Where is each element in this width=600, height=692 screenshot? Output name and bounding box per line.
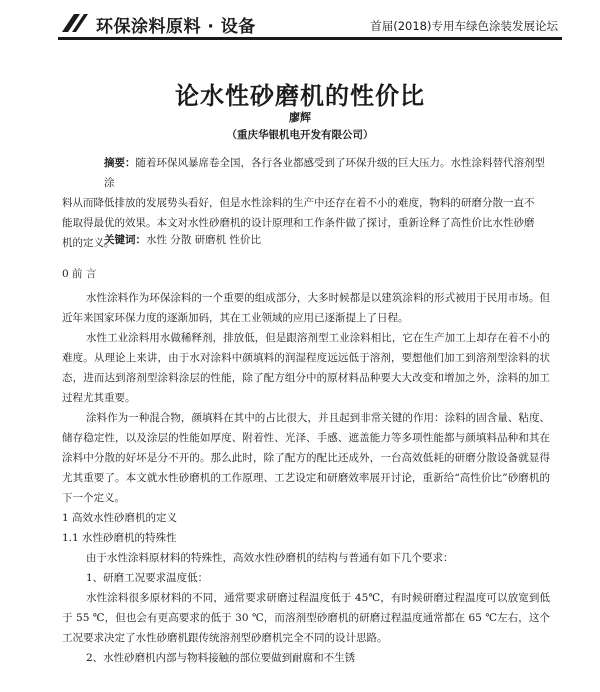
- journal-logo-icon: [60, 12, 90, 34]
- abstract-label: 摘要：: [104, 157, 136, 169]
- paper-affiliation: （重庆华银机电开发有限公司）: [226, 129, 374, 141]
- journal-section-title: 环保涂料原料 · 设备: [96, 17, 256, 37]
- abstract-line: 能取得最优的效果。本文对水性砂磨机的设计原理和工作条件做了探讨，重新诠释了高性价比水性砂磨: [62, 217, 535, 229]
- paper-author: 廖辉: [289, 111, 311, 124]
- intro-paragraph-3: 涂料作为一种混合物，颜填料在其中的占比很大，并且起到非常关键的作用：涂料的固含量、粘度、储存稳定性，以及涂层的性能如厚度、附着性、光泽、手感、遮盖能力等多项性能都与颜填料品种和其在涂料中分散的好坏是分不开的。那么此时，除了配方的配比还成外，一台高效低耗的研磨分散设备就显得尤其重要了。本文就水性砂磨机的工作原理、工艺设定和研磨效率展开讨论，重新给“高性价比”砂磨机的下一个定义。: [62, 412, 551, 504]
- paper-body: [62, 258, 550, 668]
- requirement-1: 1、研磨工况要求温度低：: [86, 572, 209, 584]
- keywords: [104, 232, 261, 247]
- requirement-1-paragraph: 水性涂料很多原材料的不同，通常要求研磨过程温度低于 45℃，有时候研磨过程温度可以放宽到低于 55 ℃，但也会有更高要求的低于 30 ℃，而溶剂型砂磨机的研磨过程温度通常都在 65 ℃左右，这个工况要求决定了水性砂磨机跟传统溶剂型砂磨机完全不同的设计思路。: [62, 592, 550, 644]
- intro-paragraph-1: 水性涂料作为环保涂料的一个重要的组成部分，大多时候都是以建筑涂料的形式被用于民用市场。但近年来国家环保力度的逐渐加码，其在工业领域的应用已逐渐提上了日程。: [62, 292, 550, 324]
- section-heading-0: 0 前 言: [62, 268, 97, 280]
- intro-paragraph-2: 水性工业涂料用水做稀释剂，排放低，但是跟溶剂型工业涂料相比，它在生产加工上却存在着不小的难度。从理论上来讲，由于水对涂料中颜填料的润湿程度远远低于溶剂，要想他们加工到溶剂型涂料的状态，进而达到溶剂型涂料涂层的性能，除了配方组分中的原材料品种要大大改变和增加之外，涂料的加工过程尤其重要。: [62, 332, 551, 404]
- section-1-1-intro: 由于水性涂料原材料的特殊性，高效水性砂磨机的结构与普通有如下几个要求：: [86, 552, 454, 564]
- requirement-2: 2、水性砂磨机内部与物料接触的部位要做到耐腐和不生锈: [86, 652, 356, 664]
- keywords-list: 水性 分散 研磨机 性价比: [146, 234, 262, 246]
- section-heading-1: 1 高效水性砂磨机的定义: [62, 512, 178, 524]
- abstract-line: 机的定义。: [62, 237, 115, 249]
- forum-name: 首届(2018)专用车绿色涂装发展论坛: [370, 19, 558, 33]
- section-heading-1-1: 1.1 水性砂磨机的特殊性: [62, 532, 177, 544]
- abstract-line: 料从而降低排放的发展势头看好，但是水性涂料的生产中还存在着不小的难度，物料的研磨分散一直不: [62, 197, 535, 209]
- abstract-line: 摘要：随着环保风暴席卷全国，各行各业都感受到了环保升级的巨大压力。水性涂料替代溶剂型涂: [104, 157, 545, 189]
- header-divider: [58, 37, 562, 40]
- paper-title: 论水性砂磨机的性价比: [175, 82, 425, 110]
- page-header: [0, 0, 600, 46]
- keywords-label: 关键词：: [104, 234, 146, 246]
